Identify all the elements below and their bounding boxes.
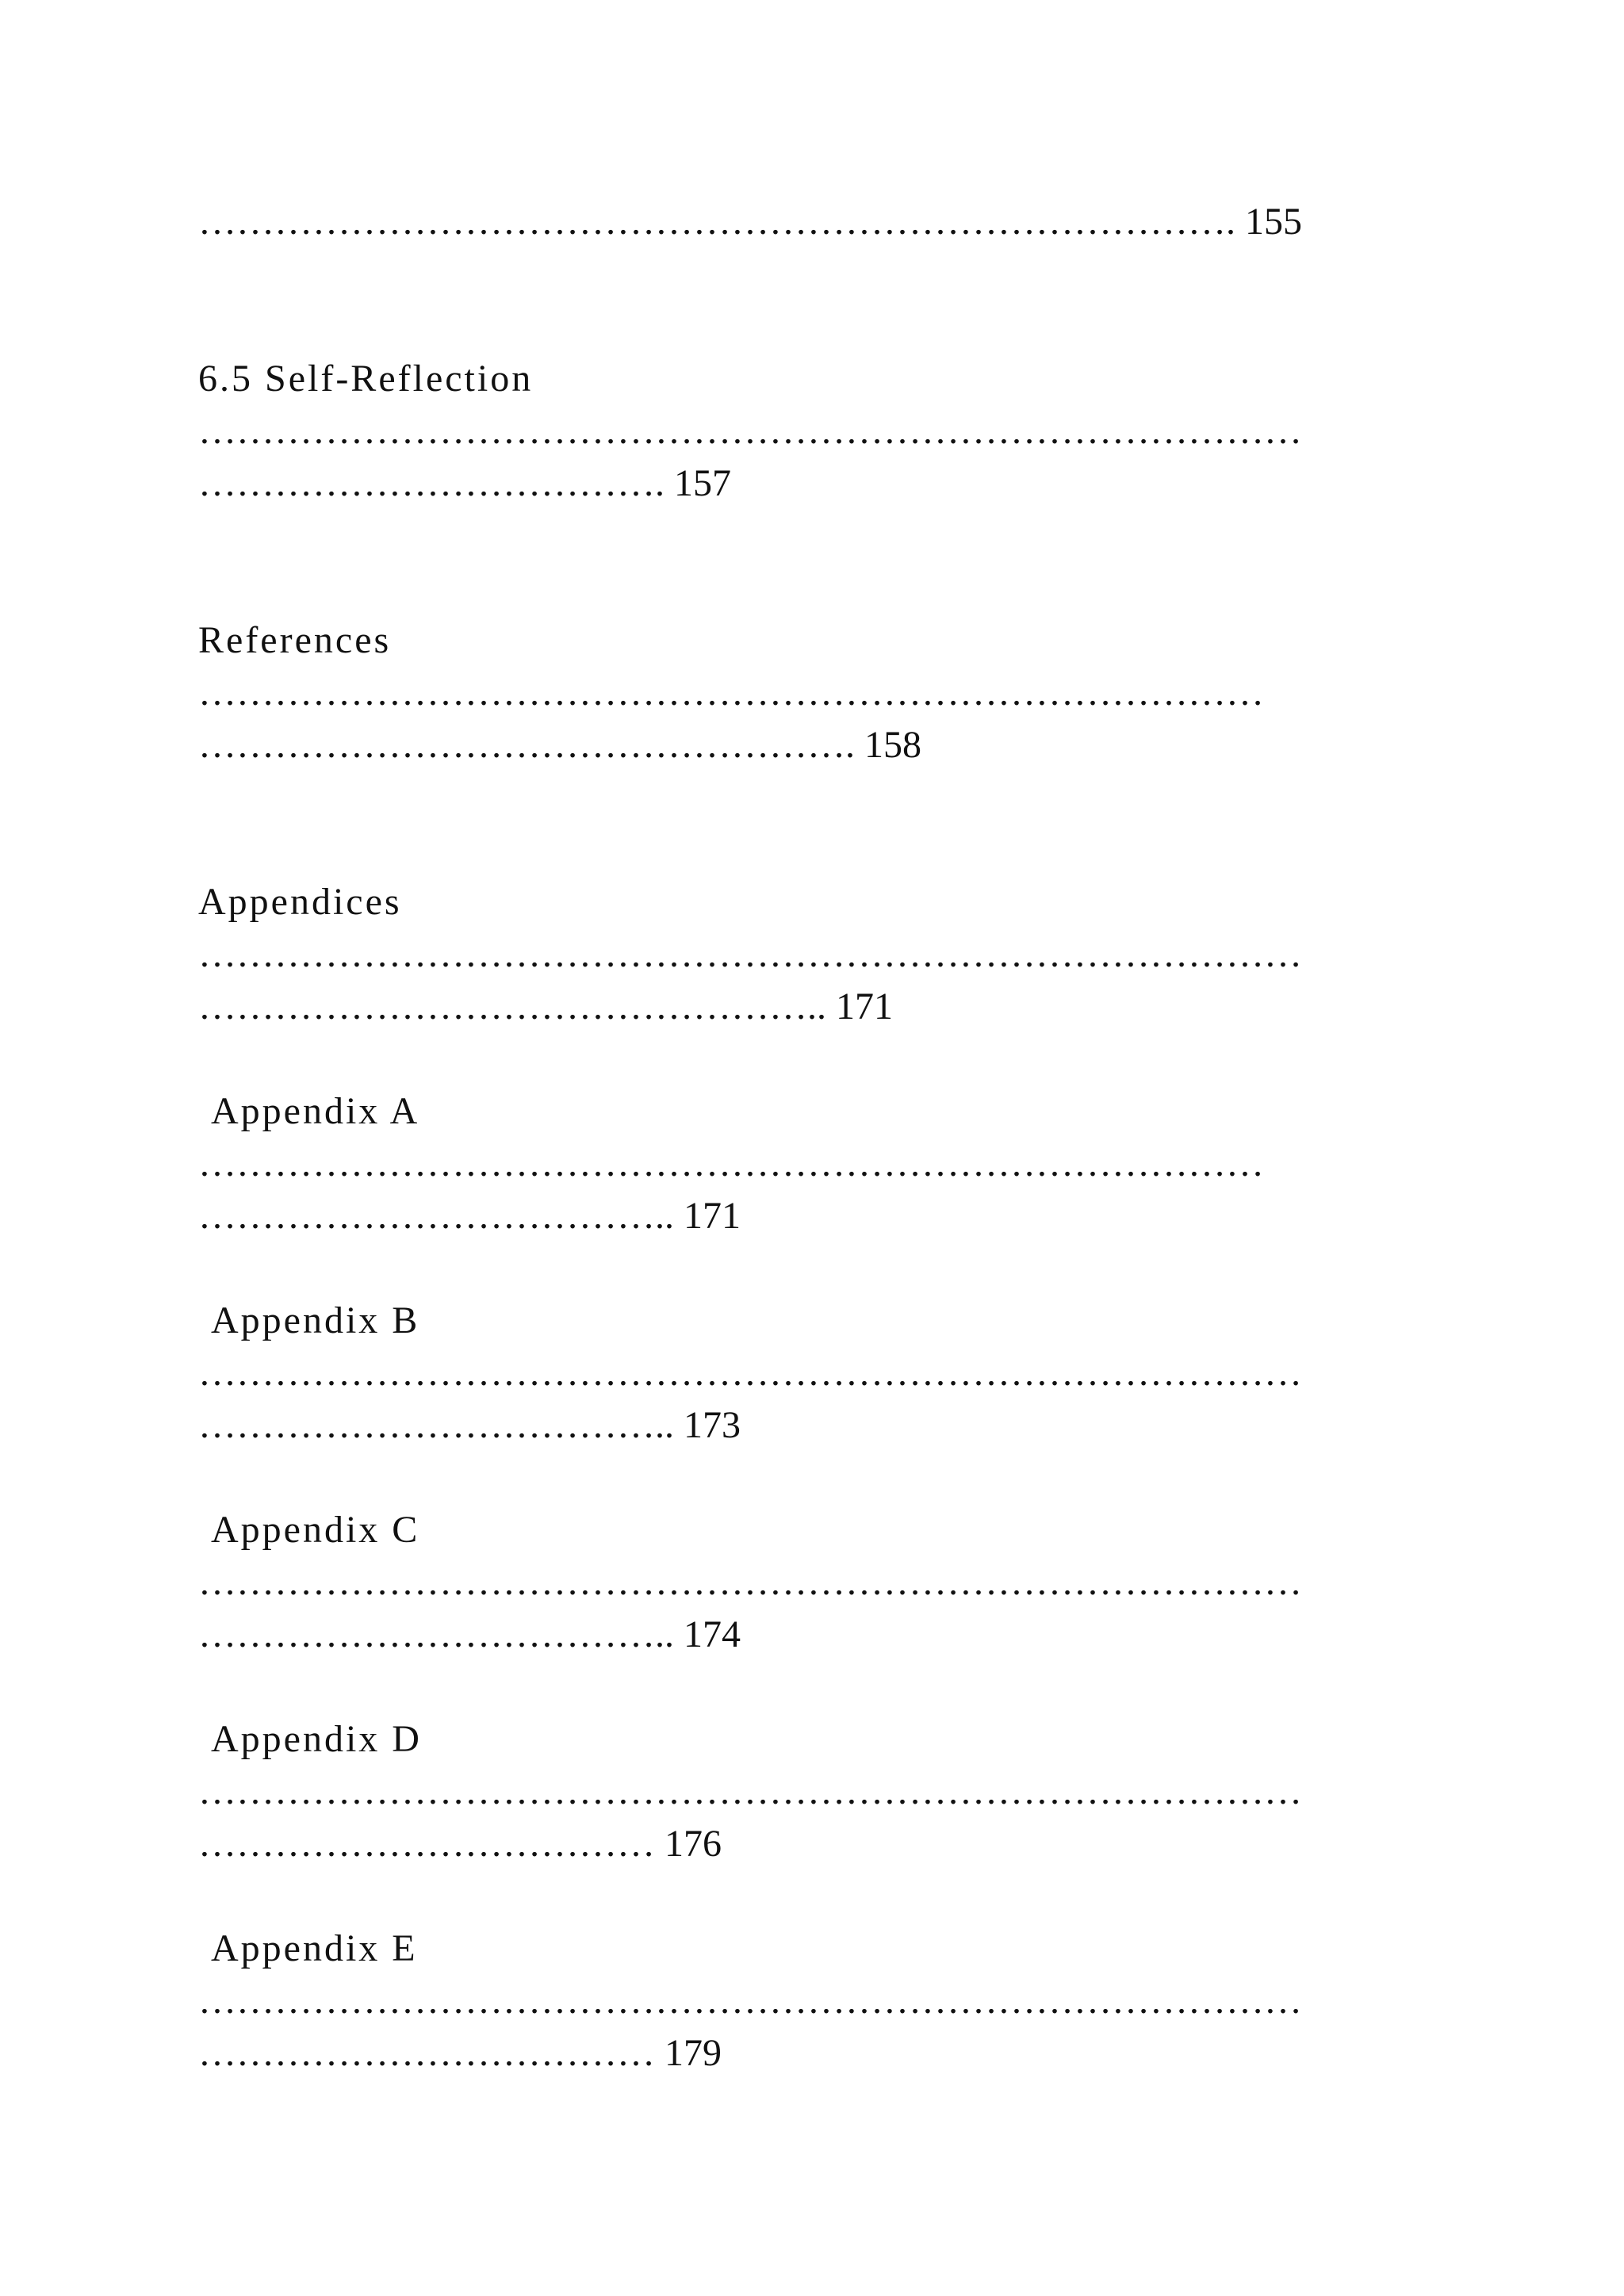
toc-entry-heading: 6.5 Self-Reflection: [198, 358, 534, 400]
toc-leader-line: ……………………………….. 173: [198, 1404, 741, 1446]
toc-leader-line: …………………………………………………………………………: [198, 672, 1264, 714]
toc-leader-line: ………………………………………………………………………. 155: [198, 201, 1302, 243]
toc-leader-line: ……………………………………………………………………………: [198, 1770, 1302, 1812]
toc-entry-heading: References: [198, 619, 392, 661]
toc-entry-heading: Appendix D: [211, 1718, 422, 1760]
toc-leader-line: ……………………………………………………………………………: [198, 410, 1302, 452]
toc-entry-heading: Appendix B: [211, 1299, 420, 1341]
toc-leader-line: ……………………………… 176: [198, 1823, 722, 1865]
toc-leader-line: ……………………………………………………………………………: [198, 1561, 1302, 1603]
toc-entry-heading: Appendix A: [211, 1090, 420, 1132]
toc-leader-line: ……………………………….. 171: [198, 1195, 741, 1237]
toc-leader-line: ……………………………………………. 158: [198, 724, 921, 766]
toc-entry-heading: Appendix C: [211, 1509, 420, 1551]
toc-leader-line: ……………………………… 179: [198, 2032, 722, 2074]
toc-leader-line: ………………………………. 157: [198, 462, 731, 504]
toc-leader-line: ……………………………….. 174: [198, 1613, 741, 1655]
toc-entry-heading: Appendices: [198, 881, 402, 923]
toc-leader-line: ……………………………………………………………………………: [198, 1352, 1302, 1394]
toc-entry-heading: Appendix E: [211, 1927, 418, 1969]
toc-leader-line: ……………………………………………………………………………: [198, 1980, 1302, 2022]
toc-leader-line: …………………………………………………………………………: [198, 1142, 1264, 1184]
toc-leader-line: ………………………………………….. 171: [198, 985, 893, 1027]
toc-leader-line: ……………………………………………………………………………: [198, 933, 1302, 975]
